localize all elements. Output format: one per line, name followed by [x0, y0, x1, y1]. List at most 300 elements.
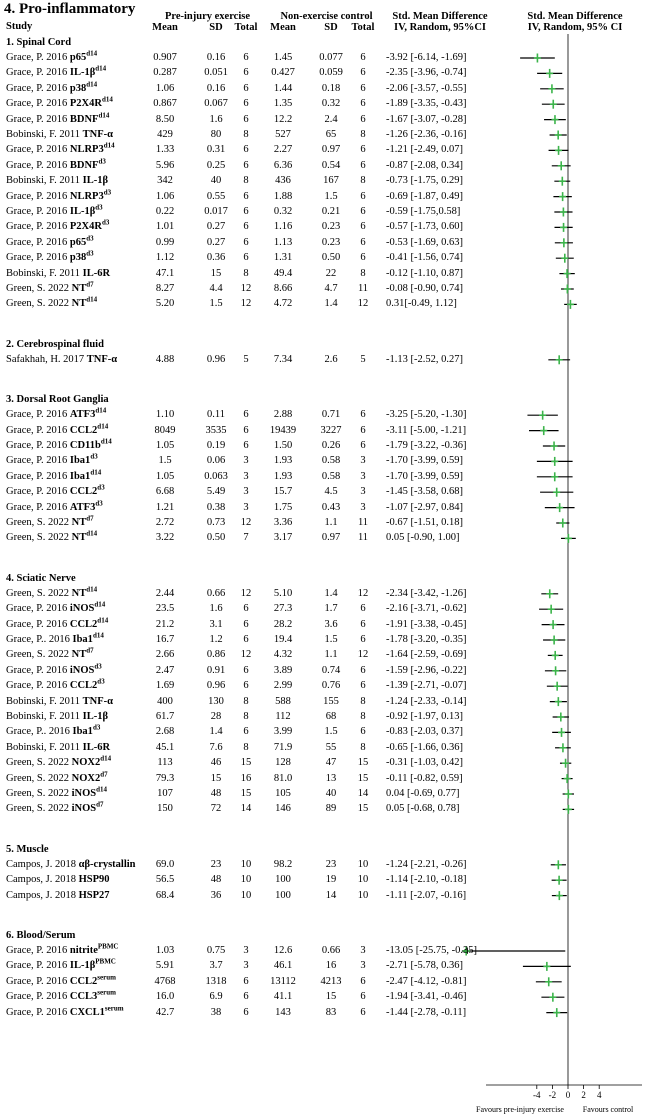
cell-sd-2: 4.7 [324, 283, 338, 294]
marker-timepoint: d3 [86, 249, 94, 258]
cell-sd-2: 0.54 [321, 159, 341, 171]
study-name: Green, S. 2022 [6, 517, 72, 528]
cell-sd-2: 1.1 [324, 517, 338, 528]
cell-total-1: 6 [243, 252, 249, 264]
study-name: Grace, P. 2016 [6, 52, 70, 63]
marker-timepoint: d14 [101, 95, 113, 104]
cell-total-1: 6 [243, 82, 249, 94]
cell-total-2: 6 [360, 664, 366, 676]
marker-name: p65 [69, 52, 87, 63]
marker-name: Iba1 [72, 726, 93, 738]
cell-mean-1: 4.88 [155, 353, 175, 365]
marker-timepoint: d7 [96, 800, 104, 809]
cell-sd-1: 1.6 [209, 113, 223, 125]
marker-name: HSP27 [78, 889, 110, 901]
study-name: Green, S. 2022 [6, 803, 72, 815]
cell-ci: -1.11 [-2.07, -0.16] [386, 889, 467, 901]
cell-mean-2: 2.88 [273, 409, 293, 421]
marker-timepoint: serum [97, 988, 116, 997]
cell-sd-2: 0.97 [321, 532, 341, 544]
cell-total-2: 11 [357, 517, 369, 528]
cell-sd-1: 0.38 [206, 501, 226, 513]
cell-total-1: 6 [243, 424, 249, 436]
cell-mean-2: 112 [275, 711, 291, 722]
marker-timepoint: d3 [98, 157, 106, 166]
study-label [6, 113, 109, 126]
cell-mean-2: 0.32 [273, 206, 293, 217]
cell-total-2: 11 [357, 283, 369, 294]
cell-sd-2: 0.74 [321, 664, 341, 676]
cell-ci: -3.92 [-6.14, -1.69] [386, 52, 467, 63]
cell-mean-1: 4768 [154, 975, 176, 987]
cell-ci: -2.47 [-4.12, -0.81] [386, 975, 467, 987]
cell-sd-2: 2.4 [324, 113, 338, 125]
cell-sd-1: 23 [210, 858, 222, 870]
x-tick-label: 2 [581, 1090, 586, 1100]
marker-timepoint: d14 [96, 785, 108, 794]
study-label [6, 205, 103, 218]
marker-name: iNOS [69, 664, 95, 676]
cell-mean-1: 1.12 [155, 252, 175, 264]
marker-timepoint: d3 [90, 452, 98, 461]
cell-mean-2: 143 [275, 1006, 291, 1018]
cell-total-1: 6 [243, 1006, 249, 1018]
cell-sd-2: 1.5 [324, 726, 338, 738]
cell-mean-1: 6.68 [155, 486, 175, 498]
x-tick-label: -2 [548, 1090, 557, 1100]
cell-sd-2: 68 [325, 711, 337, 722]
header-sd-1: SD [209, 22, 223, 33]
cell-total-2: 15 [357, 757, 369, 769]
marker-timepoint: PBMC [97, 942, 119, 951]
study-label [6, 97, 113, 110]
marker-name: p38 [69, 82, 87, 94]
cell-mean-2: 2.99 [273, 680, 293, 692]
cell-total-1: 6 [243, 603, 249, 615]
cell-mean-1: 2.47 [155, 664, 175, 676]
cell-sd-2: 1.5 [324, 634, 338, 645]
study-name: Grace, P. 2016 [6, 221, 70, 233]
cell-sd-1: 38 [210, 1006, 222, 1018]
cell-mean-1: 56.5 [155, 874, 175, 886]
cell-sd-2: 0.66 [321, 945, 341, 956]
cell-mean-1: 429 [157, 129, 173, 140]
marker-name: BDNF [69, 159, 99, 171]
cell-sd-2: 0.077 [319, 52, 343, 63]
cell-total-1: 6 [243, 680, 249, 692]
cell-sd-1: 1318 [205, 975, 227, 987]
study-name: Grace, P. 2016 [6, 945, 70, 956]
cell-sd-1: 28 [210, 711, 222, 722]
cell-sd-2: 3227 [320, 424, 342, 436]
cell-total-1: 6 [243, 190, 249, 202]
study-label [6, 679, 105, 692]
cell-mean-2: 1.31 [273, 252, 293, 264]
marker-name: CCL3 [69, 991, 98, 1003]
cell-sd-2: 0.059 [319, 67, 343, 79]
cell-mean-1: 0.99 [155, 236, 175, 248]
marker-timepoint: d14 [97, 616, 109, 625]
marker-name: IL-1β [82, 175, 109, 187]
marker-timepoint: serum [104, 1004, 124, 1013]
cell-total-2: 6 [360, 190, 366, 202]
cell-sd-1: 0.96 [206, 353, 226, 365]
cell-mean-1: 68.4 [155, 889, 175, 901]
cell-sd-1: 80 [210, 129, 222, 140]
cell-mean-2: 100 [275, 874, 291, 886]
cell-mean-2: 146 [275, 803, 291, 815]
marker-name: IL-1β [82, 711, 109, 722]
cell-total-1: 6 [243, 52, 249, 63]
cell-ci: -0.12 [-1.10, 0.87] [386, 267, 463, 279]
header-study: Study [6, 21, 33, 32]
study-name: Grace, P. 2016 [6, 236, 70, 248]
study-name: Campos, J. 2018 [6, 889, 79, 901]
cell-total-1: 12 [240, 649, 252, 661]
study-name: Campos, J. 2018 [6, 874, 79, 886]
cell-total-2: 12 [357, 649, 369, 661]
study-name: Grace, P. 2016 [6, 960, 70, 972]
study-label [6, 741, 110, 754]
cell-total-2: 6 [360, 113, 366, 125]
cell-sd-1: 4.4 [209, 283, 223, 294]
cell-ci: -0.31 [-1.03, 0.42] [386, 757, 463, 769]
marker-timepoint: d14 [95, 406, 107, 415]
cell-total-1: 12 [240, 283, 252, 294]
cell-mean-2: 1.35 [273, 98, 293, 110]
cell-mean-2: 3.99 [273, 726, 293, 738]
marker-name: NLRP3 [69, 144, 104, 156]
marker-name: CCL2 [69, 680, 98, 692]
study-name: Grace, P.. 2016 [6, 634, 73, 645]
cell-mean-1: 61.7 [155, 711, 175, 722]
cell-total-2: 3 [360, 945, 366, 956]
study-name: Bobinski, F. 2011 [6, 267, 83, 279]
cell-mean-2: 527 [275, 129, 291, 140]
cell-total-1: 8 [243, 267, 249, 279]
cell-ci: -1.70 [-3.99, 0.59] [386, 470, 463, 482]
marker-timepoint: d7 [86, 280, 94, 289]
cell-ci: -0.69 [-1.87, 0.49] [386, 190, 463, 202]
cell-mean-2: 3.17 [273, 532, 293, 544]
marker-timepoint: d14 [86, 80, 98, 89]
marker-name: NLRP3 [69, 190, 104, 202]
cell-mean-2: 27.3 [273, 603, 293, 615]
cell-total-1: 16 [240, 772, 252, 784]
marker-name: nitrite [69, 945, 98, 956]
cell-total-2: 3 [360, 960, 366, 972]
marker-name: IL-1β [69, 67, 96, 79]
marker-name: Iba1 [69, 455, 91, 467]
study-name: Grace, P. 2016 [6, 603, 70, 615]
cell-sd-2: 0.50 [321, 252, 341, 264]
cell-total-1: 5 [243, 353, 249, 365]
cell-total-2: 6 [360, 680, 366, 692]
marker-name: NT [71, 587, 87, 599]
cell-sd-2: 0.58 [321, 455, 341, 467]
cell-ci: -1.24 [-2.21, -0.26] [386, 858, 467, 870]
cell-sd-1: 1.4 [209, 726, 223, 738]
cell-sd-2: 0.76 [321, 680, 341, 692]
cell-total-2: 11 [357, 532, 369, 544]
study-name: Grace, P. 2016 [6, 190, 70, 202]
study-name: Grace, P. 2016 [6, 440, 70, 451]
cell-sd-1: 48 [210, 788, 222, 799]
cell-total-2: 6 [360, 221, 366, 233]
cell-total-1: 10 [240, 858, 252, 870]
header-mean-2: Mean [270, 22, 296, 33]
cell-sd-2: 13 [325, 772, 337, 784]
cell-total-2: 6 [360, 82, 366, 94]
cell-sd-2: 47 [325, 757, 337, 769]
cell-sd-1: 0.50 [206, 532, 226, 544]
study-label [6, 725, 100, 738]
cell-mean-2: 4.32 [273, 649, 293, 661]
marker-name: TNF-α [86, 353, 118, 365]
marker-timepoint: d14 [100, 437, 112, 446]
cell-mean-1: 1.03 [155, 945, 175, 956]
cell-sd-2: 0.23 [321, 236, 341, 248]
study-label [6, 889, 110, 902]
study-name: Green, S. 2022 [6, 757, 72, 769]
cell-ci: -2.35 [-3.96, -0.74] [386, 67, 467, 79]
cell-mean-1: 113 [157, 757, 173, 769]
header-smd-text: Std. Mean Difference [392, 11, 488, 22]
section-heading: 2. Cerebrospinal fluid [6, 338, 104, 350]
study-label [6, 944, 118, 957]
cell-total-2: 10 [357, 874, 369, 886]
cell-mean-1: 47.1 [155, 267, 175, 279]
cell-total-1: 6 [243, 98, 249, 110]
cell-mean-1: 16.0 [155, 991, 175, 1003]
cell-sd-2: 2.6 [324, 353, 338, 365]
study-label [6, 174, 108, 187]
marker-name: IL-1β [69, 960, 96, 972]
cell-ci: -1.24 [-2.33, -0.14] [386, 695, 467, 707]
cell-sd-2: 0.32 [321, 98, 341, 110]
study-label [6, 787, 107, 800]
cell-total-2: 15 [357, 803, 369, 815]
cell-total-2: 6 [360, 236, 366, 248]
cell-mean-2: 71.9 [273, 741, 293, 753]
cell-sd-2: 19 [325, 874, 337, 886]
cell-sd-2: 4.5 [324, 486, 338, 498]
study-label [6, 220, 109, 233]
cell-mean-1: 69.0 [155, 858, 175, 870]
marker-timepoint: d3 [92, 723, 101, 732]
marker-timepoint: d14 [98, 111, 110, 120]
cell-mean-1: 1.10 [155, 409, 175, 421]
cell-total-2: 6 [360, 991, 366, 1003]
study-name: Grace, P. 2016 [6, 486, 70, 498]
study-name: Green, S. 2022 [6, 788, 72, 799]
study-name: Bobinski, F. 2011 [6, 741, 83, 753]
cell-mean-1: 2.72 [155, 517, 175, 528]
cell-sd-2: 0.58 [321, 470, 341, 482]
cell-sd-1: 7.6 [209, 741, 223, 753]
cell-total-1: 3 [243, 455, 249, 467]
cell-mean-1: 2.66 [155, 649, 175, 661]
cell-total-1: 6 [243, 206, 249, 217]
cell-sd-1: 0.06 [206, 455, 226, 467]
cell-mean-1: 79.3 [155, 772, 175, 784]
cell-total-1: 6 [243, 159, 249, 171]
cell-ci: -1.45 [-3.58, 0.68] [386, 486, 463, 498]
header-total-2: Total [351, 22, 375, 33]
cell-total-1: 6 [243, 440, 249, 451]
marker-name: p38 [69, 252, 87, 264]
cell-ci: -1.94 [-3.41, -0.46] [386, 991, 467, 1003]
cell-mean-2: 1.45 [273, 52, 293, 63]
marker-timepoint: d3 [95, 203, 103, 212]
marker-timepoint: d3 [97, 677, 105, 686]
cell-total-2: 8 [360, 695, 366, 707]
cell-sd-2: 1.7 [324, 603, 338, 615]
cell-mean-2: 5.10 [273, 587, 293, 599]
cell-mean-1: 0.907 [153, 52, 177, 63]
cell-sd-2: 167 [323, 175, 339, 187]
cell-total-2: 8 [360, 129, 366, 140]
cell-sd-2: 23 [325, 858, 337, 870]
study-label [6, 602, 105, 615]
cell-ci: -1.07 [-2.97, 0.84] [386, 501, 463, 513]
cell-sd-1: 3535 [205, 424, 227, 436]
study-name: Grace, P. 2016 [6, 470, 70, 482]
cell-total-2: 6 [360, 252, 366, 264]
cell-mean-2: 3.89 [273, 664, 293, 676]
cell-total-2: 3 [360, 501, 366, 513]
cell-ci: -2.34 [-3.42, -1.26] [386, 587, 467, 599]
study-label [6, 454, 98, 467]
cell-total-1: 3 [243, 945, 249, 956]
cell-sd-1: 0.96 [206, 680, 226, 692]
marker-timepoint: d7 [86, 514, 94, 523]
cell-sd-1: 0.11 [207, 409, 225, 421]
favours-left-label: Favours pre-injury exercise [476, 1105, 564, 1114]
cell-total-2: 6 [360, 603, 366, 615]
cell-total-1: 14 [240, 803, 252, 815]
marker-timepoint: d14 [86, 295, 98, 304]
cell-mean-1: 1.21 [155, 501, 175, 513]
marker-name: CCL2 [69, 486, 98, 498]
cell-mean-2: 1.16 [273, 221, 293, 233]
study-label [6, 282, 94, 295]
cell-mean-1: 8.27 [155, 283, 175, 294]
marker-timepoint: d14 [94, 600, 106, 609]
cell-ci: -0.83 [-2.03, 0.37] [386, 726, 463, 738]
cell-ci: -1.64 [-2.59, -0.69] [386, 649, 467, 661]
study-label [6, 143, 115, 156]
marker-name: CXCL1 [69, 1006, 105, 1018]
marker-name: NT [71, 517, 87, 528]
cell-sd-1: 0.19 [206, 440, 226, 451]
cell-mean-2: 1.44 [273, 82, 293, 94]
marker-name: BDNF [69, 113, 99, 125]
cell-ci: -1.13 [-2.52, 0.27] [386, 353, 463, 365]
study-name: Grace, P. 2016 [6, 67, 70, 79]
study-name: Grace, P. 2016 [6, 144, 70, 156]
cell-total-2: 6 [360, 52, 366, 63]
cell-sd-2: 40 [325, 788, 337, 799]
study-name: Grace, P. 2016 [6, 159, 70, 171]
study-label [6, 267, 110, 280]
cell-total-2: 3 [360, 455, 366, 467]
cell-total-1: 3 [243, 501, 249, 513]
cell-total-1: 3 [243, 470, 249, 482]
marker-name: IL-6R [82, 267, 111, 279]
cell-total-1: 8 [243, 175, 249, 187]
cell-mean-1: 1.05 [155, 440, 175, 451]
marker-name: CCL2 [69, 424, 98, 436]
section-heading: 3. Dorsal Root Ganglia [6, 394, 109, 406]
marker-name: ATF3 [69, 409, 96, 421]
study-label [6, 756, 111, 769]
marker-timepoint: d14 [97, 422, 109, 431]
marker-name: ATF3 [69, 501, 96, 513]
marker-timepoint: d3 [101, 218, 110, 227]
cell-total-2: 6 [360, 1006, 366, 1018]
cell-mean-2: 1.93 [273, 470, 293, 482]
study-label [6, 501, 103, 514]
cell-mean-1: 150 [157, 803, 173, 815]
cell-ci: -0.67 [-1.51, 0.18] [386, 517, 463, 528]
cell-total-2: 3 [360, 470, 366, 482]
cell-total-2: 6 [360, 975, 366, 987]
cell-mean-1: 1.5 [158, 455, 172, 467]
cell-sd-1: 0.27 [206, 221, 226, 233]
cell-sd-2: 0.97 [321, 144, 341, 156]
study-name: Grace, P. 2016 [6, 82, 70, 94]
cell-ci: -1.21 [-2.49, 0.07] [386, 144, 463, 156]
cell-ci: -1.26 [-2.36, -0.16] [386, 129, 467, 140]
cell-mean-1: 1.06 [155, 82, 175, 94]
cell-ci: -0.53 [-1.69, 0.63] [386, 236, 463, 248]
cell-sd-1: 46 [210, 757, 222, 769]
cell-mean-2: 100 [275, 889, 291, 901]
study-label [6, 485, 105, 498]
marker-timepoint: d14 [86, 529, 98, 538]
cell-sd-1: 0.55 [206, 190, 226, 202]
cell-mean-2: 128 [275, 757, 291, 769]
cell-mean-1: 1.06 [155, 190, 175, 202]
cell-sd-1: 0.25 [206, 159, 226, 171]
study-label [6, 710, 108, 723]
section-heading: 5. Muscle [6, 843, 49, 855]
study-name: Grace, P. 2016 [6, 618, 70, 630]
cell-mean-2: 13112 [270, 975, 296, 987]
cell-total-1: 6 [243, 664, 249, 676]
marker-name: CCL2 [69, 618, 98, 630]
study-label [6, 531, 97, 544]
marker-name: iNOS [71, 803, 97, 815]
cell-sd-2: 0.71 [321, 409, 341, 421]
header-smd-plot: Std. Mean Difference [527, 11, 623, 22]
study-label [6, 470, 101, 483]
study-name: Green, S. 2022 [6, 649, 72, 661]
cell-sd-1: 0.73 [206, 517, 226, 528]
cell-ci: -3.11 [-5.00, -1.21] [386, 424, 467, 436]
cell-total-1: 12 [240, 298, 252, 310]
cell-sd-1: 1.5 [209, 298, 223, 310]
study-label [6, 236, 94, 249]
marker-timepoint: d14 [86, 585, 98, 594]
cell-sd-2: 55 [325, 741, 337, 753]
cell-total-1: 12 [240, 517, 252, 528]
cell-sd-1: 0.91 [206, 664, 226, 676]
study-label [6, 82, 97, 95]
cell-total-2: 6 [360, 726, 366, 738]
cell-mean-1: 342 [157, 175, 173, 187]
